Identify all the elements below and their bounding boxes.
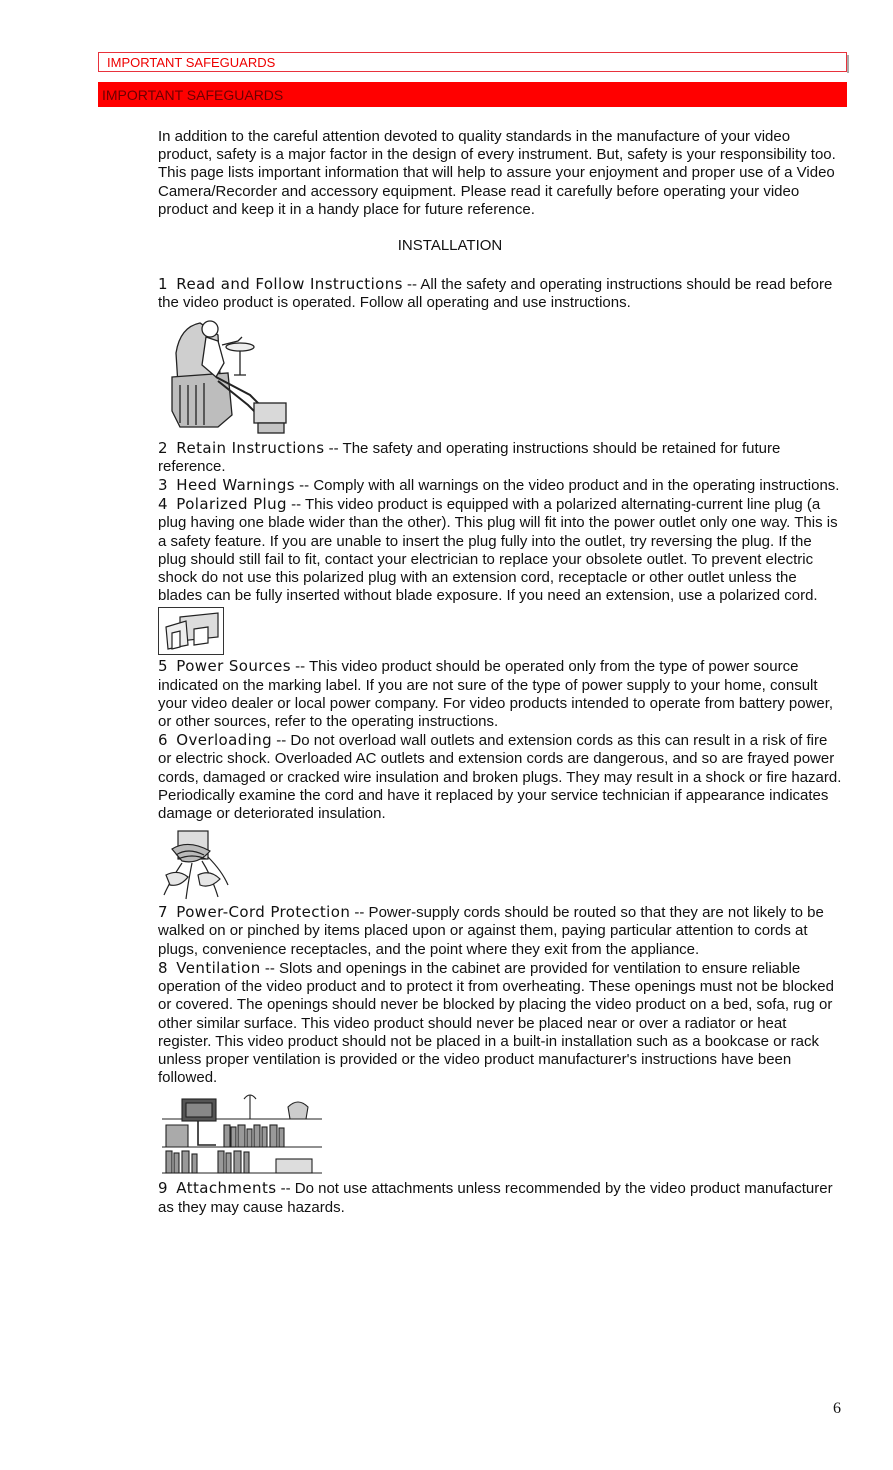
item-title: Polarized Plug (176, 495, 287, 514)
item-text: -- The safety and operating instructions should be retained for future reference. (158, 439, 781, 475)
safeguard-item (158, 959, 842, 1087)
item-text: -- Slots and openings in the cabinet are provided for ventilation to ensure reliable operation of the video product and to protect it from overheating. These openings must not be blocked or covered. The openings should never be blocked by placing the video product on a bed, sofa, rug or other similar surface. This video product should never be placed near or over a radiator or heat register. This video product should not be placed in a built-in installation such as a bookcase or rack unless proper ventilation is provided or the video product manufacturer's instructions have been followed. (158, 959, 834, 1087)
item-number: 4 (158, 495, 168, 514)
page-number: 6 (833, 1400, 841, 1417)
item-number: 1 (158, 275, 168, 294)
safeguard-item (158, 1179, 842, 1216)
header-box-title: IMPORTANT SAFEGUARDS (98, 52, 847, 72)
item-text: -- Do not use attachments unless recommended by the video product manufacturer as they may cause hazards. (158, 1180, 833, 1216)
item-title: Power-Cord Protection (176, 903, 351, 922)
item-title: Retain Instructions (176, 438, 325, 457)
item-text: -- Comply with all warnings on the video product and in the operating instructions. (295, 477, 840, 495)
safeguard-item (158, 657, 842, 731)
item-number: 2 (158, 438, 168, 457)
item-number: 6 (158, 731, 168, 750)
safeguard-item (158, 439, 842, 476)
item-text: -- This video product is equipped with a polarized alternating-current line plug (a plug having one blade wider than the other). This plug will fit into the power outlet only one way. This is a safety feature. If you are unable to insert the plug fully into the outlet, try reversing the plug. If the plug should still fail to fit, contact your electrician to replace your obsolete outlet. To prevent electric shock do not use this polarized plug with an extension cord, receptacle or other outlet unless the blades can be fully inserted without blade exposure. If you need an extension, use a polarized cord. (158, 496, 838, 605)
document-body (158, 128, 842, 1217)
item-text: -- This video product should be operated only from the type of power source indicated on the marking label. If you are not sure of the type of power supply to your home, consult your video dealer or local power company. For video products intended to operate from battery power, or other sources, refer to the operating instructions. (158, 658, 834, 731)
item-text: -- All the safety and operating instructions should be read before the video product is operated. Follow all operating and use instructions. (158, 276, 833, 312)
bookcase-illustration (158, 1089, 324, 1177)
item-number: 8 (158, 958, 168, 977)
safeguard-item (158, 903, 842, 959)
overloaded-outlet-illustration (158, 825, 230, 901)
item-number: 5 (158, 657, 168, 676)
item-number: 3 (158, 476, 168, 495)
item-title: Heed Warnings (176, 476, 296, 495)
item-title: Ventilation (176, 958, 261, 977)
safeguard-item (158, 731, 842, 823)
safeguard-item (158, 275, 842, 312)
item-title: Attachments (176, 1179, 277, 1198)
item-number: 9 (158, 1179, 168, 1198)
header-red-bar-title: IMPORTANT SAFEGUARDS (98, 82, 847, 107)
section-heading: INSTALLATION (397, 237, 503, 255)
item-number: 7 (158, 903, 168, 922)
man-reading-illustration (158, 315, 293, 437)
polarized-plug-illustration (158, 607, 224, 655)
item-text: -- Do not overload wall outlets and extension cords as this can result in a risk of fire or electric shock. Overloaded AC outlets and extension cords are dangerous, and so are frayed power cords, damaged or cracked wire insulation and broken plugs. They may result in a shock or fire hazard. Periodically examine the cord and have it replaced by your service technician if appearance indicates damage or deteriorated insulation. (158, 732, 842, 823)
item-title: Power Sources (176, 657, 291, 676)
item-title: Overloading (176, 731, 273, 750)
safeguard-item (158, 476, 842, 495)
item-title: Read and Follow Instructions (176, 275, 403, 294)
intro-paragraph-2: This page lists important information that will help to assure your enjoyment and proper use of a Video Camera/Recorder and accessory equipment. Please read it carefully before operating your video product and keep it in a handy place for future reference. (158, 164, 835, 218)
item-text: -- Power-supply cords should be routed so that they are not likely to be walked on or pinched by items placed upon or against them, paying particular attention to cords at plugs, convenience receptacles, and the point where they exit from the appliance. (158, 904, 824, 958)
safeguard-item (158, 495, 842, 605)
intro-paragraph-1: In addition to the careful attention devoted to quality standards in the manufacture of your video product, safety is a major factor in the design of every instrument. But, safety is your responsibility too. (158, 128, 836, 164)
